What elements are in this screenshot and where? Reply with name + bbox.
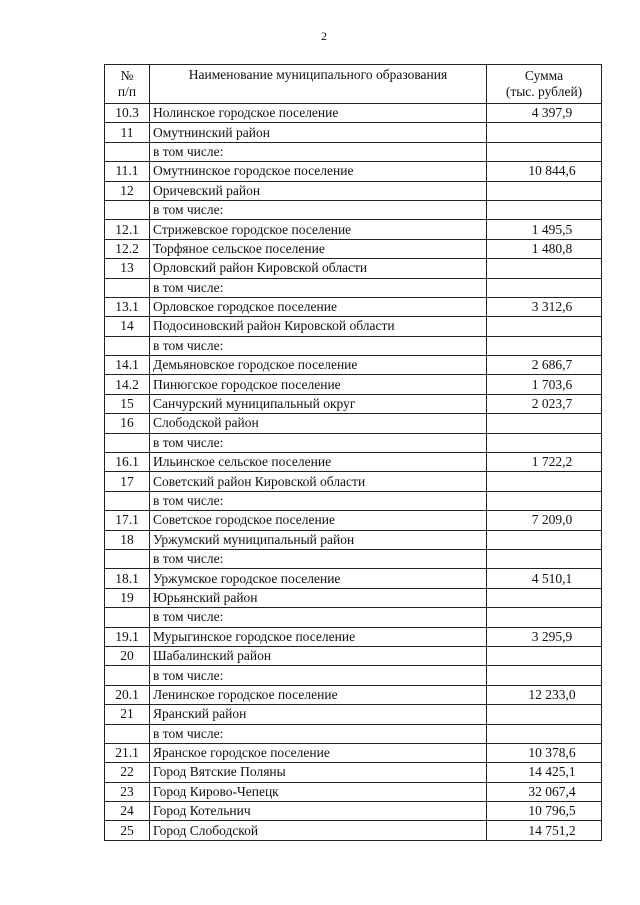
row-name-cell: в том числе: [150,433,487,452]
table-body [105,104,602,841]
row-number-cell: 22 [105,763,150,782]
row-name-cell: Орловский район Кировской области [150,259,487,278]
row-name-cell: Торфяное сельское поселение [150,239,487,258]
table-row [105,142,602,161]
table-row [105,278,602,297]
row-sum-cell: 3 295,9 [487,627,602,646]
row-number-cell [105,491,150,510]
table-row [105,588,602,607]
row-sum-cell [487,530,602,549]
row-name-cell: Город Кирово-Чепецк [150,782,487,801]
row-number-cell: 17.1 [105,511,150,530]
table-header [105,65,602,104]
header-number [105,65,150,104]
row-sum-cell: 10 796,5 [487,802,602,821]
row-name-cell: в том числе: [150,724,487,743]
row-sum-cell: 4 397,9 [487,104,602,123]
table-row [105,317,602,336]
row-number-cell: 12.1 [105,220,150,239]
table-row [105,511,602,530]
row-name-cell: Юрьянский район [150,588,487,607]
row-sum-cell [487,200,602,219]
row-name-cell: Стрижевское городское поселение [150,220,487,239]
row-name-cell: Мурыгинское городское поселение [150,627,487,646]
row-number-cell: 14 [105,317,150,336]
row-number-cell [105,200,150,219]
row-sum-cell [487,123,602,142]
table-row [105,123,602,142]
table-row [105,472,602,491]
row-sum-cell: 7 209,0 [487,511,602,530]
table-row [105,375,602,394]
header-number-line1: № [120,68,134,83]
row-name-cell: в том числе: [150,336,487,355]
row-name-cell: в том числе: [150,491,487,510]
table-row [105,297,602,316]
row-number-cell: 18.1 [105,569,150,588]
page-number: 2 [321,29,327,43]
row-number-cell: 21 [105,705,150,724]
table-row [105,666,602,685]
row-number-cell: 13.1 [105,297,150,316]
table-row [105,724,602,743]
table-row [105,549,602,568]
municipal-sums-table [104,64,602,841]
row-name-cell: Ильинское сельское поселение [150,453,487,472]
row-number-cell: 20.1 [105,685,150,704]
header-name-text: Наименование муниципального образования [188,67,448,82]
row-sum-cell [487,142,602,161]
row-sum-cell: 14 751,2 [487,821,602,840]
row-sum-cell [487,336,602,355]
row-sum-cell [487,608,602,627]
row-name-cell: Санчурский муниципальный округ [150,394,487,413]
row-number-cell: 17 [105,472,150,491]
table-row [105,802,602,821]
table-row [105,336,602,355]
row-sum-cell [487,666,602,685]
row-number-cell [105,608,150,627]
row-number-cell: 16.1 [105,453,150,472]
row-sum-cell [487,181,602,200]
table-row [105,181,602,200]
row-number-cell: 23 [105,782,150,801]
row-sum-cell: 4 510,1 [487,569,602,588]
row-sum-cell: 2 686,7 [487,356,602,375]
row-sum-cell: 14 425,1 [487,763,602,782]
table-row [105,220,602,239]
row-sum-cell: 10 378,6 [487,743,602,762]
header-row [105,65,602,104]
row-sum-cell: 2 023,7 [487,394,602,413]
row-name-cell: Город Вятские Поляны [150,763,487,782]
table-row [105,414,602,433]
table-row [105,162,602,181]
table-row [105,821,602,840]
row-sum-cell: 1 480,8 [487,239,602,258]
row-number-cell: 13 [105,259,150,278]
row-number-cell [105,666,150,685]
table-row [105,104,602,123]
table-row [105,259,602,278]
row-sum-cell: 1 722,2 [487,453,602,472]
row-name-cell: Ленинское городское поселение [150,685,487,704]
table-row [105,608,602,627]
row-sum-cell [487,705,602,724]
row-sum-cell: 3 312,6 [487,297,602,316]
row-number-cell: 19.1 [105,627,150,646]
row-number-cell [105,278,150,297]
row-number-cell [105,724,150,743]
row-name-cell: Уржумское городское поселение [150,569,487,588]
row-number-cell: 12 [105,181,150,200]
table-row [105,705,602,724]
row-sum-cell: 1 495,5 [487,220,602,239]
row-name-cell: Нолинское городское поселение [150,104,487,123]
table-row [105,627,602,646]
row-number-cell: 24 [105,802,150,821]
row-name-cell: Подосиновский район Кировской области [150,317,487,336]
row-name-cell: Советское городское поселение [150,511,487,530]
header-sum-line2: (тыс. рублей) [505,84,583,99]
table-row [105,433,602,452]
table-row [105,356,602,375]
row-name-cell: в том числе: [150,278,487,297]
row-sum-cell [487,549,602,568]
row-name-cell: Советский район Кировской области [150,472,487,491]
row-name-cell: Город Котельнич [150,802,487,821]
header-number-line2: п/п [117,84,137,99]
row-name-cell: в том числе: [150,142,487,161]
row-sum-cell [487,433,602,452]
row-number-cell: 18 [105,530,150,549]
header-name [150,65,487,104]
row-number-cell: 20 [105,646,150,665]
table-row [105,763,602,782]
row-sum-cell: 1 703,6 [487,375,602,394]
table-row [105,530,602,549]
row-name-cell: Шабалинский район [150,646,487,665]
row-name-cell: Орловское городское поселение [150,297,487,316]
row-number-cell: 14.2 [105,375,150,394]
row-number-cell [105,433,150,452]
row-number-cell: 15 [105,394,150,413]
table-row [105,491,602,510]
row-number-cell: 10.3 [105,104,150,123]
row-number-cell: 19 [105,588,150,607]
row-name-cell: Уржумский муниципальный район [150,530,487,549]
row-number-cell [105,142,150,161]
row-sum-cell [487,588,602,607]
header-sum [487,65,602,104]
row-sum-cell [487,317,602,336]
row-sum-cell: 12 233,0 [487,685,602,704]
row-number-cell: 11 [105,123,150,142]
row-sum-cell [487,414,602,433]
table-row [105,685,602,704]
row-number-cell: 25 [105,821,150,840]
row-sum-cell [487,278,602,297]
row-name-cell: Город Слободской [150,821,487,840]
row-name-cell: Оричевский район [150,181,487,200]
table-row [105,394,602,413]
row-number-cell: 14.1 [105,356,150,375]
row-name-cell: Яранский район [150,705,487,724]
row-name-cell: в том числе: [150,666,487,685]
row-sum-cell [487,472,602,491]
table-row [105,200,602,219]
row-name-cell: в том числе: [150,549,487,568]
row-name-cell: Омутнинский район [150,123,487,142]
table-row [105,743,602,762]
table-row [105,239,602,258]
row-name-cell: в том числе: [150,200,487,219]
row-name-cell: в том числе: [150,608,487,627]
row-number-cell [105,336,150,355]
row-number-cell: 21.1 [105,743,150,762]
row-sum-cell: 10 844,6 [487,162,602,181]
row-number-cell: 11.1 [105,162,150,181]
row-name-cell: Яранское городское поселение [150,743,487,762]
row-name-cell: Пинюгское городское поселение [150,375,487,394]
table-row [105,646,602,665]
row-number-cell: 12.2 [105,239,150,258]
row-sum-cell [487,259,602,278]
row-name-cell: Слободской район [150,414,487,433]
table-row [105,453,602,472]
row-sum-cell: 32 067,4 [487,782,602,801]
table-row [105,569,602,588]
row-sum-cell [487,724,602,743]
table-row [105,782,602,801]
row-sum-cell [487,491,602,510]
row-name-cell: Демьяновское городское поселение [150,356,487,375]
row-name-cell: Омутнинское городское поселение [150,162,487,181]
row-sum-cell [487,646,602,665]
header-sum-line1: Сумма [524,68,564,83]
row-number-cell: 16 [105,414,150,433]
row-number-cell [105,549,150,568]
